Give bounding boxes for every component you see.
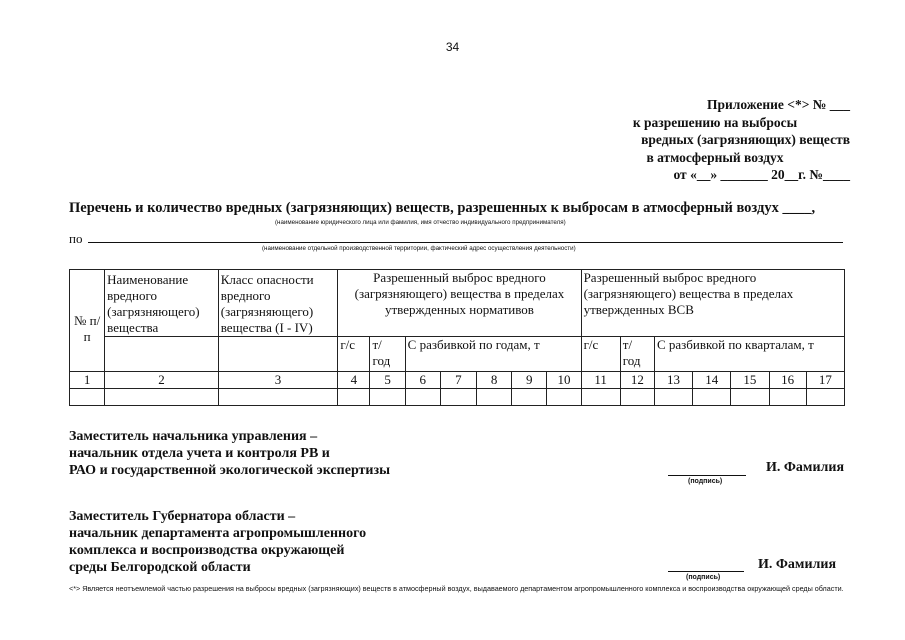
column-number-cell: 6 <box>405 372 440 389</box>
column-number-cell: 1 <box>70 372 105 389</box>
column-number-cell: 12 <box>620 372 654 389</box>
signature-caption-2: (подпись) <box>686 574 721 581</box>
column-number-cell: 5 <box>370 372 405 389</box>
subheader-ty-norm: т/ год <box>370 337 405 372</box>
column-number-cell: 8 <box>477 372 512 389</box>
signatory-2-line: комплекса и воспроизводства окружающей <box>69 543 345 558</box>
subheader-ty-vsv: т/ год <box>620 337 654 372</box>
subheader-by-years: С разбивкой по годам, т <box>405 337 581 372</box>
signature-caption-1: (подпись) <box>688 478 723 485</box>
signatory-1-line: Заместитель начальника управления – <box>69 429 318 444</box>
signatory-2-line: среды Белгородской области <box>69 560 251 575</box>
appendix-line-5: от «__» _______ 20__г. №____ <box>673 167 850 182</box>
col-header-number: № п/п <box>70 270 105 372</box>
column-number-cell: 15 <box>731 372 769 389</box>
signatory-1-line: начальник отдела учета и контроля РВ и <box>69 446 330 461</box>
appendix-line-4: в атмосферный воздух <box>646 149 784 165</box>
column-number-cell: 10 <box>547 372 581 389</box>
po-label: по <box>69 231 83 246</box>
signatory-2-line: начальник департамента агропромышленного <box>69 526 367 541</box>
group-header-vsv: Разрешенный выброс вредного (загрязняющего) вещества в пределах утвержденных ВСВ <box>581 270 844 337</box>
col-header-substance: Наименование вредного (загрязняющего) вещества <box>105 270 219 337</box>
column-number-cell: 16 <box>769 372 806 389</box>
entity-caption: (наименование юридического лица или фамилия, имя отчество индивидуального предпринимателя) <box>275 219 566 226</box>
column-number-cell: 7 <box>440 372 476 389</box>
column-number-cell: 14 <box>693 372 731 389</box>
column-number-cell: 9 <box>512 372 547 389</box>
signatory-1-line: РАО и государственной экологической экспертизы <box>69 463 391 478</box>
emissions-table <box>69 269 845 406</box>
document-title: Перечень и количество вредных (загрязняющих) веществ, разрешенных к выбросам в атмосферный воздух ____, <box>69 200 816 216</box>
group-header-normatives: Разрешенный выброс вредного (загрязняющего) вещества в пределах утвержденных нормативов <box>338 270 581 337</box>
column-number-cell: 2 <box>105 372 219 389</box>
appendix-header <box>520 96 850 184</box>
subheader-gs-norm: г/с <box>338 337 370 372</box>
empty-cell <box>105 337 219 372</box>
column-number-cell: 4 <box>338 372 370 389</box>
page-number: 34 <box>445 40 460 54</box>
signature-line-2 <box>668 571 744 572</box>
territory-caption: (наименование отдельной производственной территории, фактический адрес осуществления деятельности) <box>262 245 576 252</box>
column-number-cell: 11 <box>581 372 620 389</box>
signatory-1-title <box>69 428 390 479</box>
signatory-2-name: И. Фамилия <box>758 557 837 572</box>
signatory-2-line: Заместитель Губернатора области – <box>69 509 296 524</box>
signatory-1-name: И. Фамилия <box>766 460 845 475</box>
empty-cell <box>218 337 338 372</box>
col-header-hazard-class: Класс опасности вредного (загрязняющего) вещества (I - IV) <box>218 270 338 337</box>
territory-fill-line <box>88 242 843 243</box>
appendix-line-3: вредных (загрязняющих) веществ <box>641 132 850 147</box>
appendix-line-1: Приложение <*> № ___ <box>706 97 850 112</box>
signatory-2-title <box>69 508 366 576</box>
footnote: <*> Является неотъемлемой частью разрешения на выбросы вредных (загрязняющих) веществ в атмосферный воздух, выдаваемого департаментом агропромышленного комплекса и воспроизводства окружающей среды области. <box>69 584 844 593</box>
subheader-gs-vsv: г/с <box>581 337 620 372</box>
signature-line-1 <box>668 475 746 476</box>
table-row <box>70 389 845 406</box>
column-number-cell: 17 <box>806 372 844 389</box>
appendix-line-2: к разрешению на выбросы <box>632 114 798 130</box>
column-number-cell: 13 <box>654 372 692 389</box>
subheader-by-quarters: С разбивкой по кварталам, т <box>654 337 844 372</box>
column-number-cell: 3 <box>218 372 338 389</box>
